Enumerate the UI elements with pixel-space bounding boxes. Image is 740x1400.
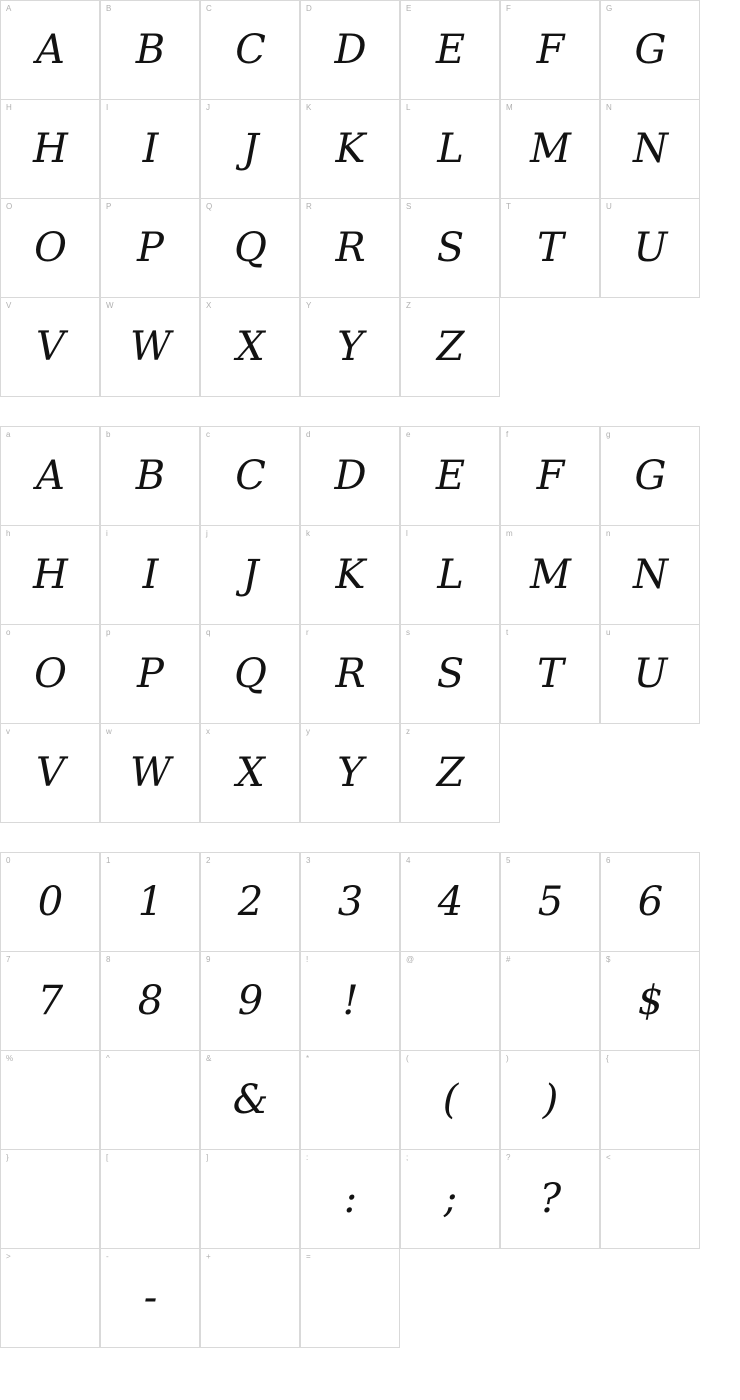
- glyph-sample: Y: [337, 324, 363, 370]
- glyph-sample: B: [135, 27, 165, 73]
- glyph-sample: E: [435, 453, 465, 499]
- glyph-cell[interactable]: [600, 852, 700, 952]
- glyph-cell[interactable]: [300, 624, 400, 724]
- glyph-sample: Z: [436, 324, 464, 370]
- glyph-cell-empty: [500, 297, 600, 397]
- glyph-code-label: M: [506, 103, 513, 112]
- glyph-cell[interactable]: [100, 426, 200, 526]
- glyph-sample: T: [537, 651, 563, 697]
- glyph-code-label: J: [206, 103, 210, 112]
- glyph-code-label: L: [406, 103, 411, 112]
- glyph-code-label: :: [306, 1153, 309, 1162]
- glyph-code-label: {: [606, 1054, 609, 1063]
- glyph-cell[interactable]: [200, 1050, 300, 1150]
- glyph-cell[interactable]: [300, 852, 400, 952]
- glyph-sample: 4: [437, 879, 463, 925]
- glyph-cell[interactable]: [300, 525, 400, 625]
- glyph-cell[interactable]: [600, 951, 700, 1051]
- glyph-code-label: u: [606, 628, 611, 637]
- glyph-sample: !: [342, 978, 358, 1024]
- glyph-code-label: I: [106, 103, 109, 112]
- glyph-code-label: %: [6, 1054, 14, 1063]
- glyph-sample: A: [36, 27, 64, 73]
- glyph-sample: G: [634, 27, 666, 73]
- glyph-block-digits-and-symbols: [0, 852, 740, 1347]
- glyph-code-label: T: [506, 202, 511, 211]
- glyph-cell[interactable]: [200, 624, 300, 724]
- glyph-cell[interactable]: [300, 723, 400, 823]
- glyph-code-label: #: [506, 955, 511, 964]
- glyph-code-label: U: [606, 202, 612, 211]
- glyph-cell[interactable]: [200, 525, 300, 625]
- glyph-sample: X: [236, 324, 264, 370]
- glyph-code-label: ?: [506, 1153, 511, 1162]
- glyph-sample: O: [34, 651, 66, 697]
- glyph-code-label: !: [306, 955, 309, 964]
- glyph-cell[interactable]: [500, 525, 600, 625]
- glyph-cell[interactable]: [600, 198, 700, 298]
- glyph-cell[interactable]: [200, 1149, 300, 1249]
- glyph-code-label: A: [6, 4, 12, 13]
- glyph-cell[interactable]: [500, 1149, 600, 1249]
- glyph-sample: R: [335, 651, 365, 697]
- glyph-code-label: V: [6, 301, 12, 310]
- glyph-code-label: e: [406, 430, 411, 439]
- glyph-cell-empty: [500, 1248, 600, 1348]
- glyph-code-label: g: [606, 430, 611, 439]
- glyph-code-label: F: [506, 4, 511, 13]
- glyph-code-label: -: [106, 1252, 109, 1261]
- glyph-code-label: }: [6, 1153, 9, 1162]
- glyph-code-label: x: [206, 727, 210, 736]
- glyph-cell[interactable]: [600, 99, 700, 199]
- glyph-code-label: a: [6, 430, 11, 439]
- glyph-cell[interactable]: [100, 0, 200, 100]
- glyph-cell[interactable]: [0, 426, 100, 526]
- glyph-cell[interactable]: [400, 426, 500, 526]
- glyph-sample: X: [236, 750, 264, 796]
- glyph-cell[interactable]: [200, 951, 300, 1051]
- glyph-cell[interactable]: [0, 525, 100, 625]
- glyph-cell[interactable]: [600, 525, 700, 625]
- glyph-code-label: k: [306, 529, 310, 538]
- glyph-cell[interactable]: [400, 297, 500, 397]
- glyph-code-label: 0: [6, 856, 11, 865]
- glyph-code-label: r: [306, 628, 309, 637]
- glyph-code-label: B: [106, 4, 112, 13]
- glyph-sample: N: [633, 552, 667, 598]
- glyph-sample: 7: [37, 978, 63, 1024]
- glyph-code-label: j: [206, 529, 208, 538]
- glyph-sample: L: [437, 126, 463, 172]
- glyph-sample: F: [536, 27, 564, 73]
- glyph-cell-empty: [600, 723, 700, 823]
- glyph-sample: 0: [37, 879, 63, 925]
- glyph-sample: A: [36, 453, 64, 499]
- glyph-code-label: >: [6, 1252, 11, 1261]
- glyph-sample: S: [436, 225, 464, 271]
- glyph-cell[interactable]: [400, 951, 500, 1051]
- glyph-sample: 8: [137, 978, 163, 1024]
- glyph-cell-empty: [500, 723, 600, 823]
- glyph-code-label: 2: [206, 856, 211, 865]
- glyph-code-label: *: [306, 1054, 310, 1063]
- glyph-code-label: +: [206, 1252, 211, 1261]
- glyph-cell[interactable]: [400, 1149, 500, 1249]
- glyph-code-label: <: [606, 1153, 611, 1162]
- glyph-code-label: S: [406, 202, 412, 211]
- glyph-cell[interactable]: [200, 852, 300, 952]
- glyph-sample: K: [335, 552, 365, 598]
- glyph-cell[interactable]: [0, 297, 100, 397]
- glyph-cell[interactable]: [300, 1149, 400, 1249]
- glyph-cell[interactable]: [200, 297, 300, 397]
- glyph-sample: G: [634, 453, 666, 499]
- glyph-sample: 9: [237, 978, 263, 1024]
- glyph-code-label: 9: [206, 955, 211, 964]
- glyph-sample: M: [530, 552, 570, 598]
- glyph-sample: ): [542, 1077, 558, 1123]
- block-spacer: [0, 396, 740, 426]
- glyph-cell[interactable]: [100, 951, 200, 1051]
- glyph-code-label: l: [406, 529, 408, 538]
- glyph-code-label: C: [206, 4, 212, 13]
- glyph-sample: W: [129, 750, 171, 796]
- glyph-cell[interactable]: [400, 624, 500, 724]
- glyph-cell[interactable]: [400, 525, 500, 625]
- glyph-code-label: D: [306, 4, 312, 13]
- glyph-cell[interactable]: [100, 723, 200, 823]
- glyph-code-label: X: [206, 301, 212, 310]
- glyph-cell[interactable]: [500, 1050, 600, 1150]
- glyph-sample: U: [633, 651, 667, 697]
- glyph-sample: V: [36, 750, 64, 796]
- glyph-code-label: 8: [106, 955, 111, 964]
- glyph-cell[interactable]: [600, 0, 700, 100]
- glyph-cell[interactable]: [0, 624, 100, 724]
- glyph-grid: [0, 426, 700, 822]
- glyph-cell[interactable]: [300, 1248, 400, 1348]
- glyph-code-label: c: [206, 430, 210, 439]
- glyph-sample: U: [633, 225, 667, 271]
- glyph-sample: H: [33, 126, 67, 172]
- glyph-cell[interactable]: [100, 624, 200, 724]
- glyph-cell[interactable]: [500, 951, 600, 1051]
- glyph-code-label: Z: [406, 301, 411, 310]
- glyph-code-label: =: [306, 1252, 311, 1261]
- glyph-code-label: z: [406, 727, 410, 736]
- glyph-cell[interactable]: [400, 1050, 500, 1150]
- glyph-code-label: ]: [206, 1153, 209, 1162]
- glyph-code-label: f: [506, 430, 509, 439]
- glyph-code-label: $: [606, 955, 611, 964]
- glyph-cell[interactable]: [500, 426, 600, 526]
- glyph-cell[interactable]: [100, 297, 200, 397]
- glyph-code-label: G: [606, 4, 613, 13]
- glyph-sample: P: [137, 225, 163, 271]
- glyph-sample: D: [334, 453, 366, 499]
- glyph-code-label: i: [106, 529, 108, 538]
- glyph-sample: 1: [137, 879, 163, 925]
- glyph-code-label: 7: [6, 955, 11, 964]
- glyph-cell[interactable]: [600, 624, 700, 724]
- glyph-code-label: W: [106, 301, 114, 310]
- glyph-cell[interactable]: [100, 852, 200, 952]
- glyph-cell[interactable]: [0, 1149, 100, 1249]
- glyph-block-uppercase: [0, 0, 740, 396]
- glyph-code-label: E: [406, 4, 412, 13]
- glyph-cell[interactable]: [300, 0, 400, 100]
- glyph-sample: C: [235, 27, 265, 73]
- glyph-cell[interactable]: [100, 1248, 200, 1348]
- glyph-code-label: 3: [306, 856, 311, 865]
- glyph-cell[interactable]: [0, 1248, 100, 1348]
- glyph-cell[interactable]: [500, 99, 600, 199]
- glyph-cell[interactable]: [600, 1050, 700, 1150]
- glyph-sample: N: [633, 126, 667, 172]
- glyph-sample: C: [235, 453, 265, 499]
- glyph-cell-empty: [600, 297, 700, 397]
- glyph-cell[interactable]: [400, 198, 500, 298]
- glyph-cell[interactable]: [300, 951, 400, 1051]
- glyph-sample: I: [142, 126, 158, 172]
- glyph-code-label: ;: [406, 1153, 409, 1162]
- glyph-code-label: 4: [406, 856, 411, 865]
- block-spacer: [0, 822, 740, 852]
- glyph-sample: 2: [237, 879, 263, 925]
- glyph-code-label: 1: [106, 856, 111, 865]
- glyph-code-label: N: [606, 103, 612, 112]
- glyph-code-label: 6: [606, 856, 611, 865]
- glyph-sample: I: [142, 552, 158, 598]
- glyph-sample: B: [135, 453, 165, 499]
- glyph-code-label: Y: [306, 301, 312, 310]
- glyph-sample: Z: [436, 750, 464, 796]
- glyph-sample: R: [335, 225, 365, 271]
- glyph-sample: 3: [337, 879, 363, 925]
- glyph-sample: ;: [443, 1176, 457, 1222]
- glyph-sample: L: [437, 552, 463, 598]
- glyph-cell[interactable]: [300, 297, 400, 397]
- glyph-code-label: m: [506, 529, 513, 538]
- glyph-cell[interactable]: [500, 0, 600, 100]
- glyph-cell[interactable]: [0, 852, 100, 952]
- glyph-sample: S: [436, 651, 464, 697]
- glyph-cell[interactable]: [100, 198, 200, 298]
- glyph-cell[interactable]: [200, 1248, 300, 1348]
- glyph-cell[interactable]: [400, 0, 500, 100]
- glyph-sample: H: [33, 552, 67, 598]
- glyph-cell[interactable]: [0, 99, 100, 199]
- glyph-code-label: &: [206, 1054, 212, 1063]
- glyph-sample: Q: [234, 225, 266, 271]
- glyph-cell[interactable]: [500, 198, 600, 298]
- glyph-cell[interactable]: [200, 198, 300, 298]
- glyph-sample: K: [335, 126, 365, 172]
- glyph-code-label: ^: [106, 1054, 110, 1063]
- glyph-sample: T: [537, 225, 563, 271]
- glyph-code-label: R: [306, 202, 312, 211]
- glyph-sample: J: [242, 552, 258, 598]
- glyph-cell[interactable]: [600, 426, 700, 526]
- glyph-code-label: n: [606, 529, 611, 538]
- glyph-cell-empty: [400, 1248, 500, 1348]
- glyph-code-label: w: [106, 727, 112, 736]
- glyph-cell[interactable]: [300, 426, 400, 526]
- glyph-cell[interactable]: [100, 525, 200, 625]
- glyph-sample: J: [242, 126, 258, 172]
- glyph-code-label: y: [306, 727, 310, 736]
- glyph-sample: &: [232, 1077, 268, 1123]
- glyph-cell-empty: [600, 1248, 700, 1348]
- glyph-code-label: O: [6, 202, 13, 211]
- glyph-cell[interactable]: [200, 426, 300, 526]
- glyph-block-lowercase: [0, 426, 740, 822]
- glyph-sample: ?: [539, 1176, 561, 1222]
- glyph-cell[interactable]: [400, 852, 500, 952]
- glyph-code-label: h: [6, 529, 11, 538]
- glyph-cell[interactable]: [0, 0, 100, 100]
- glyph-sample: V: [36, 324, 64, 370]
- glyph-cell[interactable]: [0, 1050, 100, 1150]
- glyph-code-label: p: [106, 628, 111, 637]
- glyph-cell[interactable]: [200, 723, 300, 823]
- glyph-code-label: [: [106, 1153, 109, 1162]
- glyph-code-label: ): [506, 1054, 509, 1063]
- glyph-code-label: o: [6, 628, 11, 637]
- glyph-sample: 5: [537, 879, 563, 925]
- glyph-sample: $: [637, 978, 663, 1024]
- glyph-sample: O: [34, 225, 66, 271]
- glyph-sample: -: [143, 1275, 157, 1321]
- glyph-code-label: s: [406, 628, 410, 637]
- glyph-code-label: q: [206, 628, 211, 637]
- glyph-cell[interactable]: [0, 723, 100, 823]
- glyph-code-label: v: [6, 727, 10, 736]
- glyph-code-label: b: [106, 430, 111, 439]
- glyph-code-label: P: [106, 202, 112, 211]
- glyph-code-label: 5: [506, 856, 511, 865]
- glyph-sample: (: [442, 1077, 458, 1123]
- glyph-code-label: (: [406, 1054, 409, 1063]
- glyph-code-label: H: [6, 103, 12, 112]
- glyph-cell[interactable]: [400, 99, 500, 199]
- glyph-cell[interactable]: [200, 0, 300, 100]
- glyph-code-label: d: [306, 430, 311, 439]
- glyph-cell[interactable]: [500, 852, 600, 952]
- glyph-sample: Y: [337, 750, 363, 796]
- glyph-cell[interactable]: [300, 198, 400, 298]
- glyph-cell[interactable]: [300, 99, 400, 199]
- glyph-sample: F: [536, 453, 564, 499]
- glyph-sample: D: [334, 27, 366, 73]
- glyph-cell[interactable]: [500, 624, 600, 724]
- glyph-cell[interactable]: [300, 1050, 400, 1150]
- glyph-grid: [0, 0, 700, 396]
- glyph-sample: 6: [637, 879, 663, 925]
- glyph-code-label: Q: [206, 202, 213, 211]
- glyph-sample: E: [435, 27, 465, 73]
- glyph-cell[interactable]: [100, 99, 200, 199]
- glyph-code-label: K: [306, 103, 312, 112]
- glyph-cell[interactable]: [600, 1149, 700, 1249]
- glyph-sample: M: [530, 126, 570, 172]
- glyph-sample: W: [129, 324, 171, 370]
- glyph-cell[interactable]: [0, 951, 100, 1051]
- glyph-code-label: @: [406, 955, 415, 964]
- glyph-sample: :: [343, 1176, 357, 1222]
- glyph-sample: P: [137, 651, 163, 697]
- glyph-cell[interactable]: [0, 198, 100, 298]
- glyph-sample: Q: [234, 651, 266, 697]
- glyph-cell[interactable]: [200, 99, 300, 199]
- glyph-cell[interactable]: [100, 1050, 200, 1150]
- glyph-grid: [0, 852, 700, 1347]
- glyph-cell[interactable]: [400, 723, 500, 823]
- glyph-cell[interactable]: [100, 1149, 200, 1249]
- glyph-code-label: t: [506, 628, 509, 637]
